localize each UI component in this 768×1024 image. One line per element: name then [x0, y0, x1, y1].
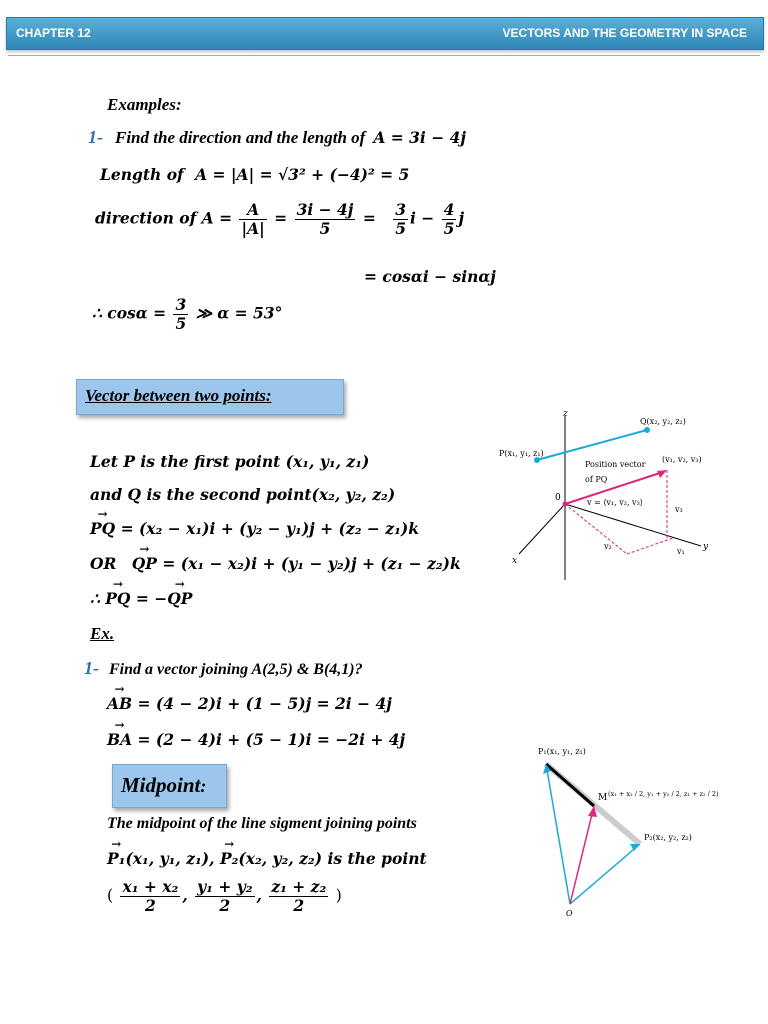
position-vector-label: Position vector: [585, 460, 646, 469]
qp-vector: → QP: [132, 554, 157, 573]
midpoint-points-line: [107, 849, 427, 868]
direction-fraction-3: $\frac{3}{5}$: [395, 200, 406, 238]
v2-label: v₂: [604, 542, 612, 551]
therefore-symbol: ∴: [90, 589, 100, 608]
direction-line: direction of A = $\frac{A}{|A|}$ = $\frac{3i - 4j}{5}$ = $\frac{3}{5}$ i − $\frac{4}{5}$ j: [95, 200, 465, 238]
chapter-title: VECTORS AND THE GEOMETRY IN SPACE: [502, 26, 747, 40]
example-question: Find the direction and the length of: [115, 128, 366, 147]
cos-fraction: $\frac{3}{5}$: [175, 295, 187, 333]
direction-label: direction of A =: [95, 208, 233, 228]
midpoint-text: The midpoint of the line sigment joining points: [107, 815, 417, 832]
ex-question: Find a vector joining A(2,5) & B(4,1)?: [109, 661, 363, 678]
p1m-vector: [546, 764, 594, 806]
p2-vector: → P₂: [220, 849, 238, 868]
z-label: z: [563, 409, 568, 419]
ab-expression: = (4 − 2)i + (1 − 5)j = 2i − 4j: [137, 694, 392, 713]
p2-coords: (x₂, y₂, z₂) is the point: [238, 849, 427, 868]
vector-line-1: Let P is the first point (x₁, y₁, z₁): [90, 452, 370, 471]
qp-expression: = (x₁ − x₂)i + (y₁ − y₂)j + (z₁ − z₂)k: [162, 554, 461, 573]
vector-section-title-box: [76, 379, 344, 415]
ex-heading: Ex.: [90, 624, 115, 643]
ex-question-line: [84, 658, 363, 679]
vector-section-title: Vector between two points:: [85, 386, 272, 405]
sep-2: ,: [256, 885, 262, 905]
position-vector-figure: [497, 408, 729, 586]
direction-fraction-1: $\frac{A}{|A|}$: [241, 200, 265, 238]
ex-number: 1-: [84, 658, 99, 678]
length-expression: A = |A| = √3² + (−4)² = 5: [195, 165, 410, 184]
vector-line-2: and Q is the second point(x₂, y₂, z₂): [90, 485, 396, 504]
v-equation-label: v = ⟨v₁, v₂, v₃⟩: [587, 498, 643, 507]
origin-label: 0: [555, 493, 561, 503]
midpoint-formula: [107, 878, 342, 915]
position-vector-label-2: of PQ: [585, 475, 608, 484]
pq-expression: = (x₂ − x₁)i + (y₂ − y₁)j + (z₂ − z₁)k: [120, 519, 419, 538]
q-point: [644, 427, 650, 433]
midpoint-y-fraction: $\frac{\text{y₁ + y₂}}{2}$: [197, 877, 253, 915]
length-line: [100, 165, 409, 184]
qp-vector-2: → QP: [167, 589, 192, 608]
v2-guide: [565, 504, 627, 554]
ba-vector: → BA: [107, 730, 132, 749]
example-number: 1-: [88, 127, 103, 147]
example-expression: A = 3i − 4j: [373, 128, 466, 147]
midpoint-title-box: [112, 764, 227, 808]
p2-label: P₂(x₂, y₂, z₂): [644, 833, 692, 842]
x-axis: [519, 504, 565, 554]
ba-line: [107, 730, 405, 749]
y-label: y: [703, 542, 709, 552]
v3-label: v₃: [675, 505, 683, 514]
p-coord-label: P(x₁, y₁, z₁): [499, 449, 544, 458]
q-coord-label: Q(x₂, y₂, z₂): [640, 417, 686, 426]
v-coord-label: (v₁, v₂, v₃): [662, 455, 702, 464]
or-label: OR: [90, 554, 117, 573]
om-vector: [570, 806, 594, 904]
alpha-value: ≫ α = 53°: [195, 303, 283, 323]
open-paren: (: [107, 886, 114, 905]
equals-minus: = −: [135, 589, 168, 608]
header-rule: [8, 55, 760, 56]
midpoint-figure: [530, 740, 734, 920]
op2-line: [570, 844, 640, 904]
therefore-cos: ∴ cosα =: [92, 303, 167, 323]
ab-line: [107, 694, 392, 713]
pq-vector-2: → PQ: [105, 589, 130, 608]
ba-expression: = (2 − 4)i + (5 − 1)i = −2i + 4j: [137, 730, 406, 749]
p1-label: P₁(x₁, y₁, z₁): [538, 747, 586, 756]
midpoint-x-fraction: $\frac{\text{x₁ + x₂}}{2}$: [122, 877, 179, 915]
cos-sin-line: = cosαi − sinαj: [364, 267, 496, 286]
sep-1: ,: [182, 885, 188, 905]
p1-coords: (x₁, y₁, z₁),: [125, 849, 215, 868]
alpha-line: [92, 296, 282, 333]
m-coords-label: (x₁ + x₂ / 2, y₁ + y₂ / 2, z₁ + z₂ / 2): [608, 790, 719, 798]
position-vector-head: [657, 470, 667, 478]
example-1: [88, 127, 466, 148]
vector-line-4: [90, 554, 461, 573]
op2-head: [630, 844, 640, 851]
ab-vector: → AB: [107, 694, 132, 713]
v1-label: v₁: [677, 547, 685, 556]
close-paren: ): [335, 886, 342, 905]
chapter-header: [6, 17, 764, 50]
vector-line-3: [90, 519, 419, 538]
p1-vector: → P₁: [107, 849, 125, 868]
midpoint-title: Midpoint:: [121, 773, 207, 797]
pq-vector: → PQ: [90, 519, 115, 538]
direction-fraction-2: $\frac{3i - 4j}{5}$: [296, 200, 354, 238]
o-label: O: [566, 909, 573, 918]
vector-line-5: [90, 589, 192, 608]
chapter-label: CHAPTER 12: [16, 26, 91, 40]
v1-guide: [627, 538, 673, 554]
length-label: Length of: [100, 165, 184, 184]
pq-arrow: [537, 430, 647, 460]
direction-fraction-4: $\frac{4}{5}$: [443, 200, 455, 238]
examples-heading: Examples:: [107, 95, 182, 114]
midpoint-z-fraction: $\frac{\text{z₁ + z₂}}{2}$: [271, 877, 327, 915]
x-label: x: [512, 556, 518, 566]
m-label: M: [598, 793, 608, 803]
